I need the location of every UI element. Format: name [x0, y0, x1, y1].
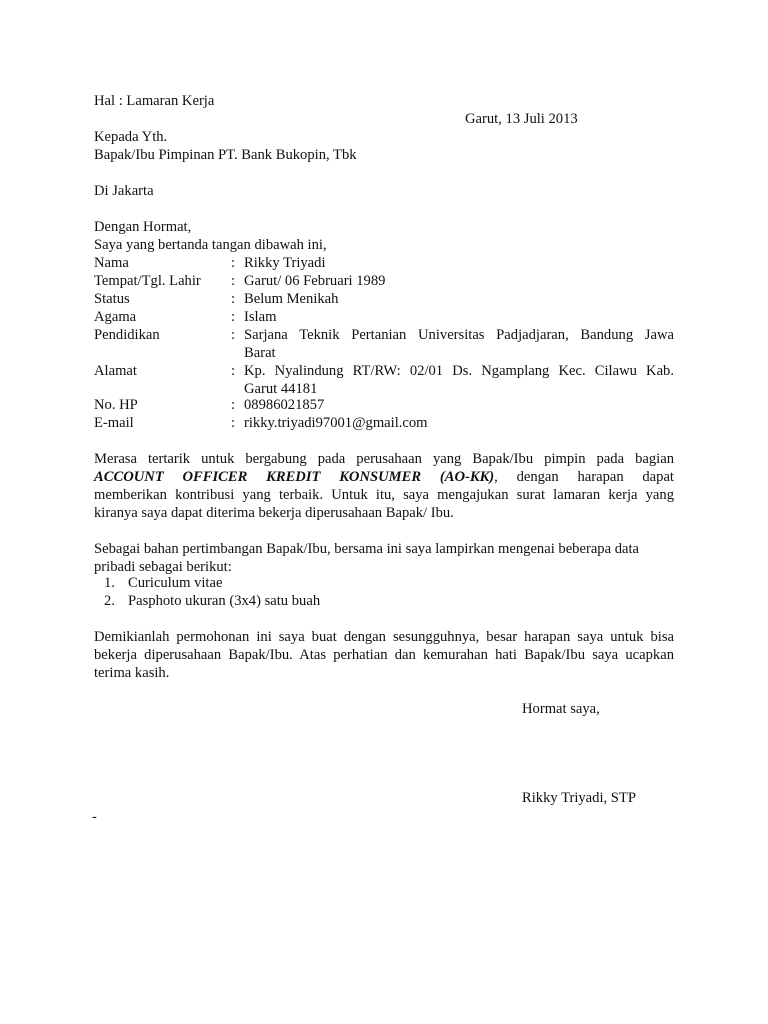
identity-label: Status: [94, 291, 130, 307]
address-line-2: Garut 44181: [244, 381, 318, 397]
identity-colon: :: [231, 291, 236, 307]
signatory-name: Rikky Triyadi, STP: [522, 790, 636, 806]
identity-row-email: [94, 414, 674, 432]
paragraph-line-rest: , dengan harapan dapat: [494, 469, 674, 485]
closing-salutation: Hormat saya,: [522, 701, 600, 717]
paragraph-line: Merasa tertarik untuk bergabung pada perusahaan yang Bapak/Ibu pimpin pada bagian: [94, 451, 674, 467]
identity-label: Tempat/Tgl. Lahir: [94, 273, 201, 289]
identity-value: Garut/ 06 Februari 1989: [244, 273, 386, 289]
identity-colon: :: [231, 255, 236, 271]
paragraph-attachments-intro: [94, 540, 674, 576]
identity-value: [244, 326, 674, 362]
paragraph-line: memberikan kontribusi yang terbaik. Untuk itu, saya mengajukan surat lamaran kerja yang: [94, 487, 674, 503]
recipient-to: Kepada Yth.: [94, 129, 168, 145]
identity-value: 08986021857: [244, 397, 325, 413]
paragraph-line: pribadi sebagai berikut:: [94, 559, 232, 575]
identity-label: Nama: [94, 255, 129, 271]
identity-label: Agama: [94, 309, 137, 325]
subject-line: Hal : Lamaran Kerja: [94, 93, 215, 109]
identity-label: No. HP: [94, 397, 138, 413]
identity-row-address: [94, 362, 674, 398]
paragraph-closing: [94, 628, 674, 682]
paragraph-line: Sebagai bahan pertimbangan Bapak/Ibu, bersama ini saya lampirkan mengenai beberapa data: [94, 541, 640, 557]
list-text: Pasphoto ukuran (3x4) satu buah: [128, 593, 321, 609]
identity-label: Pendidikan: [94, 327, 160, 343]
identity-value: [244, 362, 674, 398]
paragraph-line: kiranya saya dapat diterima bekerja diperusahaan Bapak/ Ibu.: [94, 505, 454, 521]
identity-colon: :: [231, 415, 236, 431]
identity-colon: :: [231, 327, 236, 343]
recipient-name: Bapak/Ibu Pimpinan PT. Bank Bukopin, Tbk: [94, 147, 357, 163]
paragraph-line: bekerja diperusahaan Bapak/Ibu. Atas perhatian dan kemurahan hati Bapak/Ibu saya ucapkan: [94, 647, 674, 663]
education-line-2: Barat: [244, 345, 276, 361]
identity-value: rikky.triyadi97001@gmail.com: [244, 415, 428, 431]
trailing-mark: -: [92, 809, 97, 825]
greeting: Dengan Hormat,: [94, 219, 192, 235]
paragraph-line: [94, 468, 674, 486]
identity-colon: :: [231, 309, 236, 325]
identity-value: Belum Menikah: [244, 291, 339, 307]
identity-row-status: [94, 290, 674, 308]
list-number: 2.: [104, 593, 115, 609]
position-title: ACCOUNT OFFICER KREDIT KONSUMER (AO-KK): [94, 469, 495, 485]
list-item: [104, 592, 320, 610]
paragraph-line: Demikianlah permohonan ini saya buat dengan sesungguhnya, besar harapan saya untuk bisa: [94, 629, 674, 645]
recipient-location: Di Jakarta: [94, 183, 154, 199]
education-line-1: Sarjana Teknik Pertanian Universitas Padjadjaran, Bandung Jawa: [244, 327, 674, 343]
identity-row-phone: [94, 396, 674, 414]
identity-row-religion: [94, 308, 674, 326]
identity-row-birth: [94, 272, 674, 290]
identity-colon: :: [231, 397, 236, 413]
identity-label: Alamat: [94, 363, 137, 379]
identity-row-name: [94, 254, 674, 272]
identity-label: E-mail: [94, 415, 134, 431]
paragraph-line: terima kasih.: [94, 665, 170, 681]
list-text: Curiculum vitae: [128, 575, 223, 591]
list-number: 1.: [104, 575, 115, 591]
identity-colon: :: [231, 273, 236, 289]
intro-line: Saya yang bertanda tangan dibawah ini,: [94, 237, 327, 253]
identity-colon: :: [231, 363, 236, 379]
identity-value: Islam: [244, 309, 277, 325]
paragraph-interest: [94, 450, 674, 522]
list-item: [104, 574, 222, 592]
identity-row-education: [94, 326, 674, 362]
address-line-1: Kp. Nyalindung RT/RW: 02/01 Ds. Ngamplang Kec. Cilawu Kab.: [244, 363, 674, 379]
identity-value: Rikky Triyadi: [244, 255, 326, 271]
place-date: Garut, 13 Juli 2013: [465, 111, 578, 127]
